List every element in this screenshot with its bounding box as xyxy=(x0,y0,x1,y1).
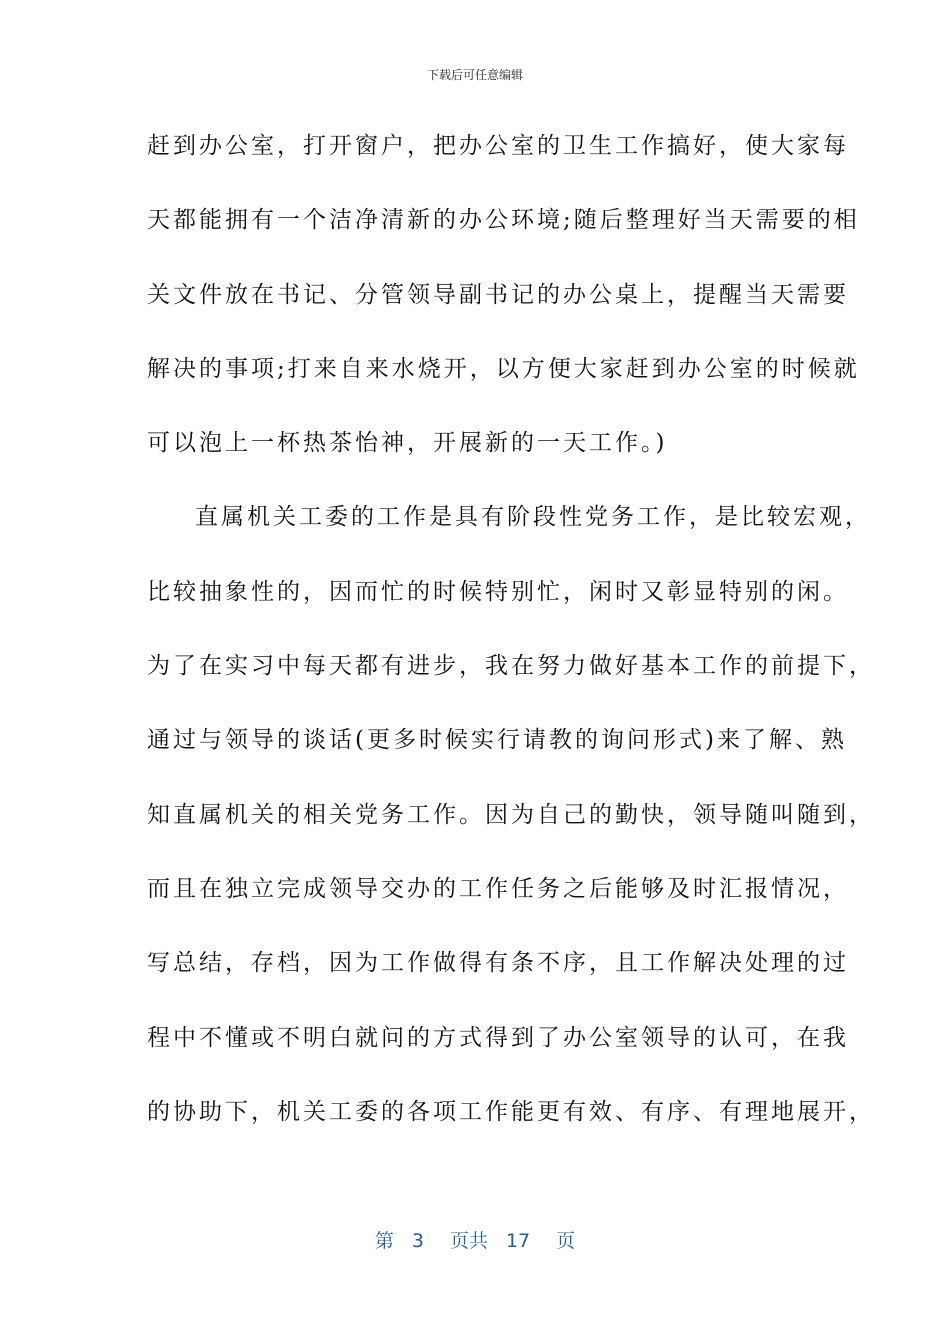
text-line: 赶到办公室，打开窗户，把办公室的卫生工作搞好，使大家每 xyxy=(147,133,849,159)
text-line: 比较抽象性的，因而忙的时候特别忙，闲时又彰显特别的闲。 xyxy=(147,578,849,605)
text-line: 而且在独立完成领导交办的工作任务之后能够及时汇报情况， xyxy=(147,875,849,902)
text-line: 知直属机关的相关党务工作。因为自己的勤快，领导随叫随到， xyxy=(147,801,875,828)
page-label-suffix: 页 xyxy=(556,1230,576,1252)
page-label-middle: 页共 xyxy=(449,1230,488,1252)
total-pages-number: 17 xyxy=(505,1230,531,1252)
current-page-number: 3 xyxy=(411,1230,424,1252)
text-line: 通过与领导的谈话(更多时候实行请教的询问形式)来了解、熟 xyxy=(147,727,847,754)
text-line: 程中不懂或不明白就问的方式得到了办公室领导的认可，在我 xyxy=(147,1024,849,1051)
document-body xyxy=(147,126,875,1166)
paragraph-start-line: 直属机关工委的工作是具有阶段性党务工作，是比较宏观， xyxy=(195,504,871,531)
text-line: 为了在实习中每天都有进步，我在努力做好基本工作的前提下， xyxy=(147,653,875,680)
page-label-prefix: 第 xyxy=(374,1230,394,1252)
text-line: 关文件放在书记、分管领导副书记的办公桌上，提醒当天需要 xyxy=(147,281,849,308)
text-line: 写总结，存档，因为工作做得有条不序，且工作解决处理的过 xyxy=(147,950,849,977)
text-line: 可以泡上一杯热茶怡神，开展新的一天工作。) xyxy=(147,430,668,457)
text-line: 解决的事项;打来自来水烧开，以方便大家赶到办公室的时候就 xyxy=(147,355,860,382)
text-line: 天都能拥有一个洁净清新的办公环境;随后整理好当天需要的相 xyxy=(147,207,860,234)
page-footer xyxy=(0,1226,950,1253)
page-header: 下载后可任意编辑 xyxy=(426,68,523,82)
text-line: 的协助下，机关工委的各项工作能更有效、有序、有理地展开， xyxy=(147,1098,875,1125)
